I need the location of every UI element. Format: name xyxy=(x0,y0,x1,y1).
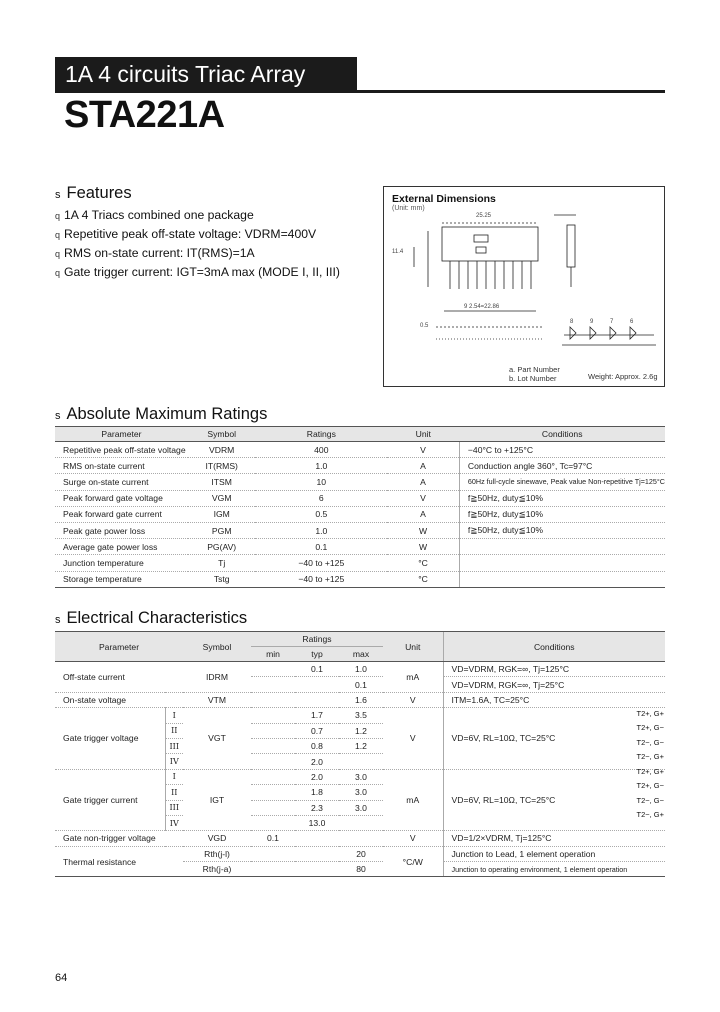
svg-text:25.25: 25.25 xyxy=(476,213,492,219)
table-row: Rth(j-a) 80 Junction to operating environment, 1 element operation xyxy=(55,862,665,877)
header-rule xyxy=(55,90,665,93)
table-row: II 1.8 3.0 xyxy=(55,785,665,800)
table-row: Gate non-trigger voltage VGD 0.1 V VD=1/2×VDRM, Tj=125°C xyxy=(55,831,665,846)
table-row: IV 2.0 xyxy=(55,754,665,769)
amr-heading: s Absolute Maximum Ratings xyxy=(55,405,268,423)
external-dimensions-box xyxy=(383,186,665,387)
absolute-maximum-ratings-table xyxy=(55,426,665,588)
table-row: Peak forward gate current IGM 0.5 A f≧50Hz, duty≦10% xyxy=(55,506,665,522)
table-row: Gate trigger voltage I VGT 1.7 3.5 V VD=6V, RL=10Ω, TC=25°C xyxy=(55,708,665,723)
list-item: q 1A 4 Triacs combined one package xyxy=(55,208,254,222)
igt-mode-pins: T2+, G+ T2+, G− T2−, G− T2−, G+ xyxy=(636,767,664,820)
table-row: II 0.7 1.2 xyxy=(55,723,665,738)
table-row: III 2.3 3.0 xyxy=(55,800,665,815)
list-item: q Repetitive peak off-state voltage: VDRM=400V xyxy=(55,227,317,241)
table-header-row: Parameter Symbol Ratings Unit Conditions xyxy=(55,427,665,442)
table-row: On-state voltage VTM 1.6 V ITM=1.6A, TC=25°C xyxy=(55,692,665,707)
table-row: 0.1 VD=VDRM, RGK=∞, Tj=25°C xyxy=(55,677,665,692)
features-heading: s Features xyxy=(55,184,132,202)
table-row: Storage temperature Tstg −40 to +125 °C xyxy=(55,571,665,587)
vgt-mode-pins: T2+, G+ T2+, G− T2−, G− T2−, G+ xyxy=(636,709,664,762)
svg-text:8: 8 xyxy=(570,319,574,325)
table-row: Thermal resistance Rth(j-l) 20 °C/W Junction to Lead, 1 element operation xyxy=(55,846,665,861)
series-title: 1A 4 circuits Triac Array xyxy=(55,57,357,91)
ec-heading: s Electrical Characteristics xyxy=(55,609,248,627)
page-number: 64 xyxy=(55,972,68,984)
svg-text:11.4: 11.4 xyxy=(392,249,404,255)
package-outline-drawing xyxy=(384,187,666,388)
table-row: III 0.8 1.2 xyxy=(55,738,665,753)
features-list xyxy=(55,206,340,282)
list-item: q Gate trigger current: IGT=3mA max (MODE I, II, III) xyxy=(55,265,340,279)
table-row: Surge on-state current ITSM 10 A 60Hz full-cycle sinewave, Peak value Non-repetitive Tj=125°C xyxy=(55,474,665,490)
dimensions-unit: (Unit: mm) xyxy=(392,205,425,212)
dimensions-title: External Dimensions xyxy=(392,193,496,205)
weight: Weight: Approx. 2.6g xyxy=(588,372,658,381)
table-row: RMS on-state current IT(RMS) 1.0 A Conduction angle 360°, Tc=97°C xyxy=(55,458,665,474)
electrical-characteristics-table xyxy=(55,631,665,877)
list-item: q RMS on-state current: IT(RMS)=1A xyxy=(55,246,255,260)
legend-part-number: a. Part Number xyxy=(509,365,560,374)
table-row: Peak forward gate voltage VGM 6 V f≧50Hz, duty≦10% xyxy=(55,490,665,506)
table-header-row: min typ max xyxy=(55,647,665,662)
svg-text:0.5: 0.5 xyxy=(420,323,429,329)
legend-lot-number: b. Lot Number xyxy=(509,374,557,383)
table-row: Repetitive peak off-state voltage VDRM 400 V −40°C to +125°C xyxy=(55,442,665,458)
table-row: Average gate power loss PG(AV) 0.1 W xyxy=(55,539,665,555)
svg-text:6: 6 xyxy=(630,319,634,325)
svg-text:9 2.54=22.86: 9 2.54=22.86 xyxy=(464,304,500,310)
table-row: Gate trigger current I IGT 2.0 3.0 mA VD=6V, RL=10Ω, TC=25°C xyxy=(55,769,665,784)
part-number: STA221A xyxy=(64,94,225,136)
table-row: Junction temperature Tj −40 to +125 °C xyxy=(55,555,665,571)
table-row: IV 13.0 xyxy=(55,815,665,830)
svg-text:7: 7 xyxy=(610,319,614,325)
svg-text:9: 9 xyxy=(590,319,594,325)
table-row: Off-state current IDRM 0.1 1.0 mA VD=VDRM, RGK=∞, Tj=125°C xyxy=(55,662,665,677)
table-row: Peak gate power loss PGM 1.0 W f≧50Hz, duty≦10% xyxy=(55,522,665,538)
table-header-row: Parameter Symbol Ratings Unit Conditions xyxy=(55,632,665,647)
